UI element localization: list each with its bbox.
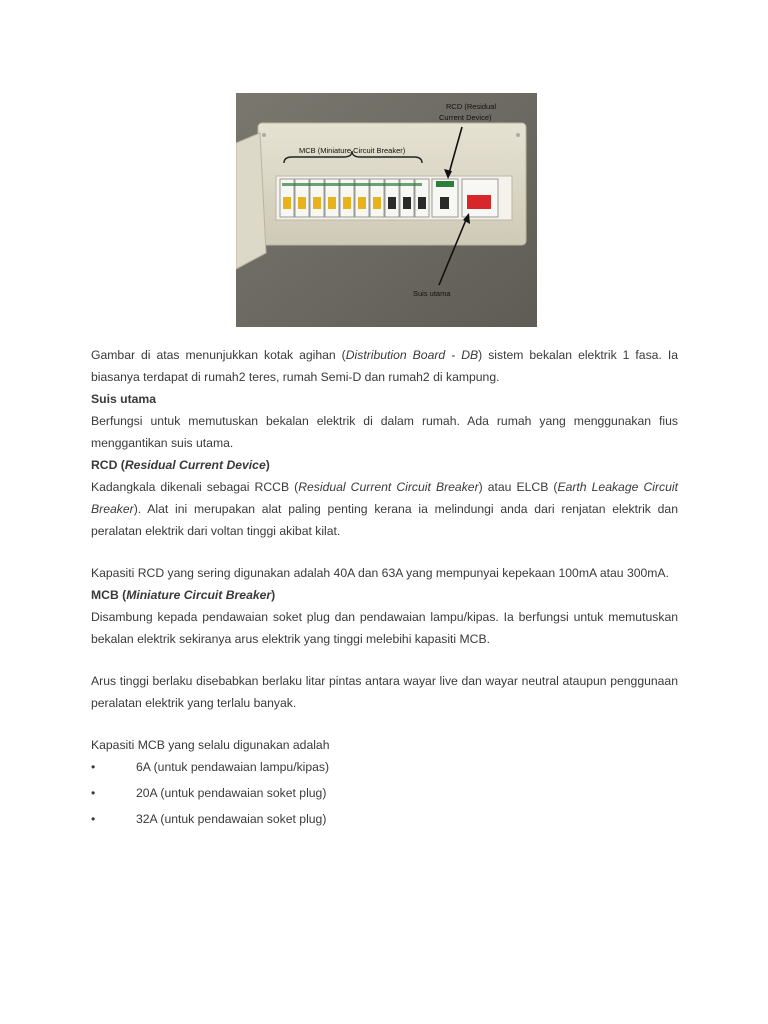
mcb-capacity-list [91, 756, 678, 834]
distribution-board-illustration [236, 93, 537, 327]
list-item: • 6A (untuk pendawaian lampu/kipas) [91, 756, 678, 782]
bullet-icon: • [91, 786, 96, 800]
bullet-icon: • [91, 812, 96, 826]
mcb-paragraph-1: Disambung kepada pendawaian soket plug dan pendawaian lampu/kipas. Ia berfungsi untuk memutuskan bekalan elektrik sekiranya arus elektrik yang tinggi melebihi kapasiti MCB. [91, 610, 678, 646]
label-rcd-line1: RCD (Residual [446, 102, 497, 111]
list-item: • 32A (untuk pendawaian soket plug) [91, 808, 678, 834]
heading-mcb: MCB (Miniature Circuit Breaker) [91, 588, 276, 602]
bullet-icon: • [91, 760, 96, 774]
rcd-paragraph-1: Kadangkala dikenali sebagai RCCB (Residual Current Circuit Breaker) atau ELCB (Earth Leakage Circuit Breaker). Alat ini merupakan alat paling penting kerana ia melindungi anda dari renjatan elektrik dan peralatan elektrik dari voltan tinggi akibat kilat. [91, 480, 678, 538]
list-item: • 20A (untuk pendawaian soket plug) [91, 782, 678, 808]
mcb-paragraph-3: Kapasiti MCB yang selalu digunakan adalah [91, 738, 330, 752]
heading-rcd: RCD (Residual Current Device) [91, 458, 270, 472]
label-rcd-line2: Current Device) [439, 113, 492, 122]
rcd-paragraph-2: Kapasiti RCD yang sering digunakan adalah 40A dan 63A yang mempunyai kepekaan 100mA atau 300mA. [91, 566, 669, 580]
distribution-board-photo [236, 93, 537, 327]
label-mcb: MCB (Miniature Circuit Breaker) [299, 146, 406, 155]
mcb-paragraph-2: Arus tinggi berlaku disebabkan berlaku litar pintas antara wayar live dan wayar neutral ataupun penggunaan peralatan elektrik yang terlalu banyak. [91, 674, 678, 710]
document-body [91, 344, 678, 834]
mcb-modules [280, 179, 429, 217]
main-switch-paragraph: Berfungsi untuk memutuskan bekalan elektrik di dalam rumah. Ada rumah yang menggunakan fius menggantikan suis utama. [91, 414, 678, 450]
intro-paragraph: Gambar di atas menunjukkan kotak agihan (Distribution Board - DB) sistem bekalan elektrik 1 fasa. Ia biasanya terdapat di rumah2 teres, rumah Semi-D dan rumah2 di kampung. [91, 348, 678, 384]
label-main-switch: Suis utama [413, 289, 451, 298]
heading-main-switch: Suis utama [91, 392, 157, 406]
